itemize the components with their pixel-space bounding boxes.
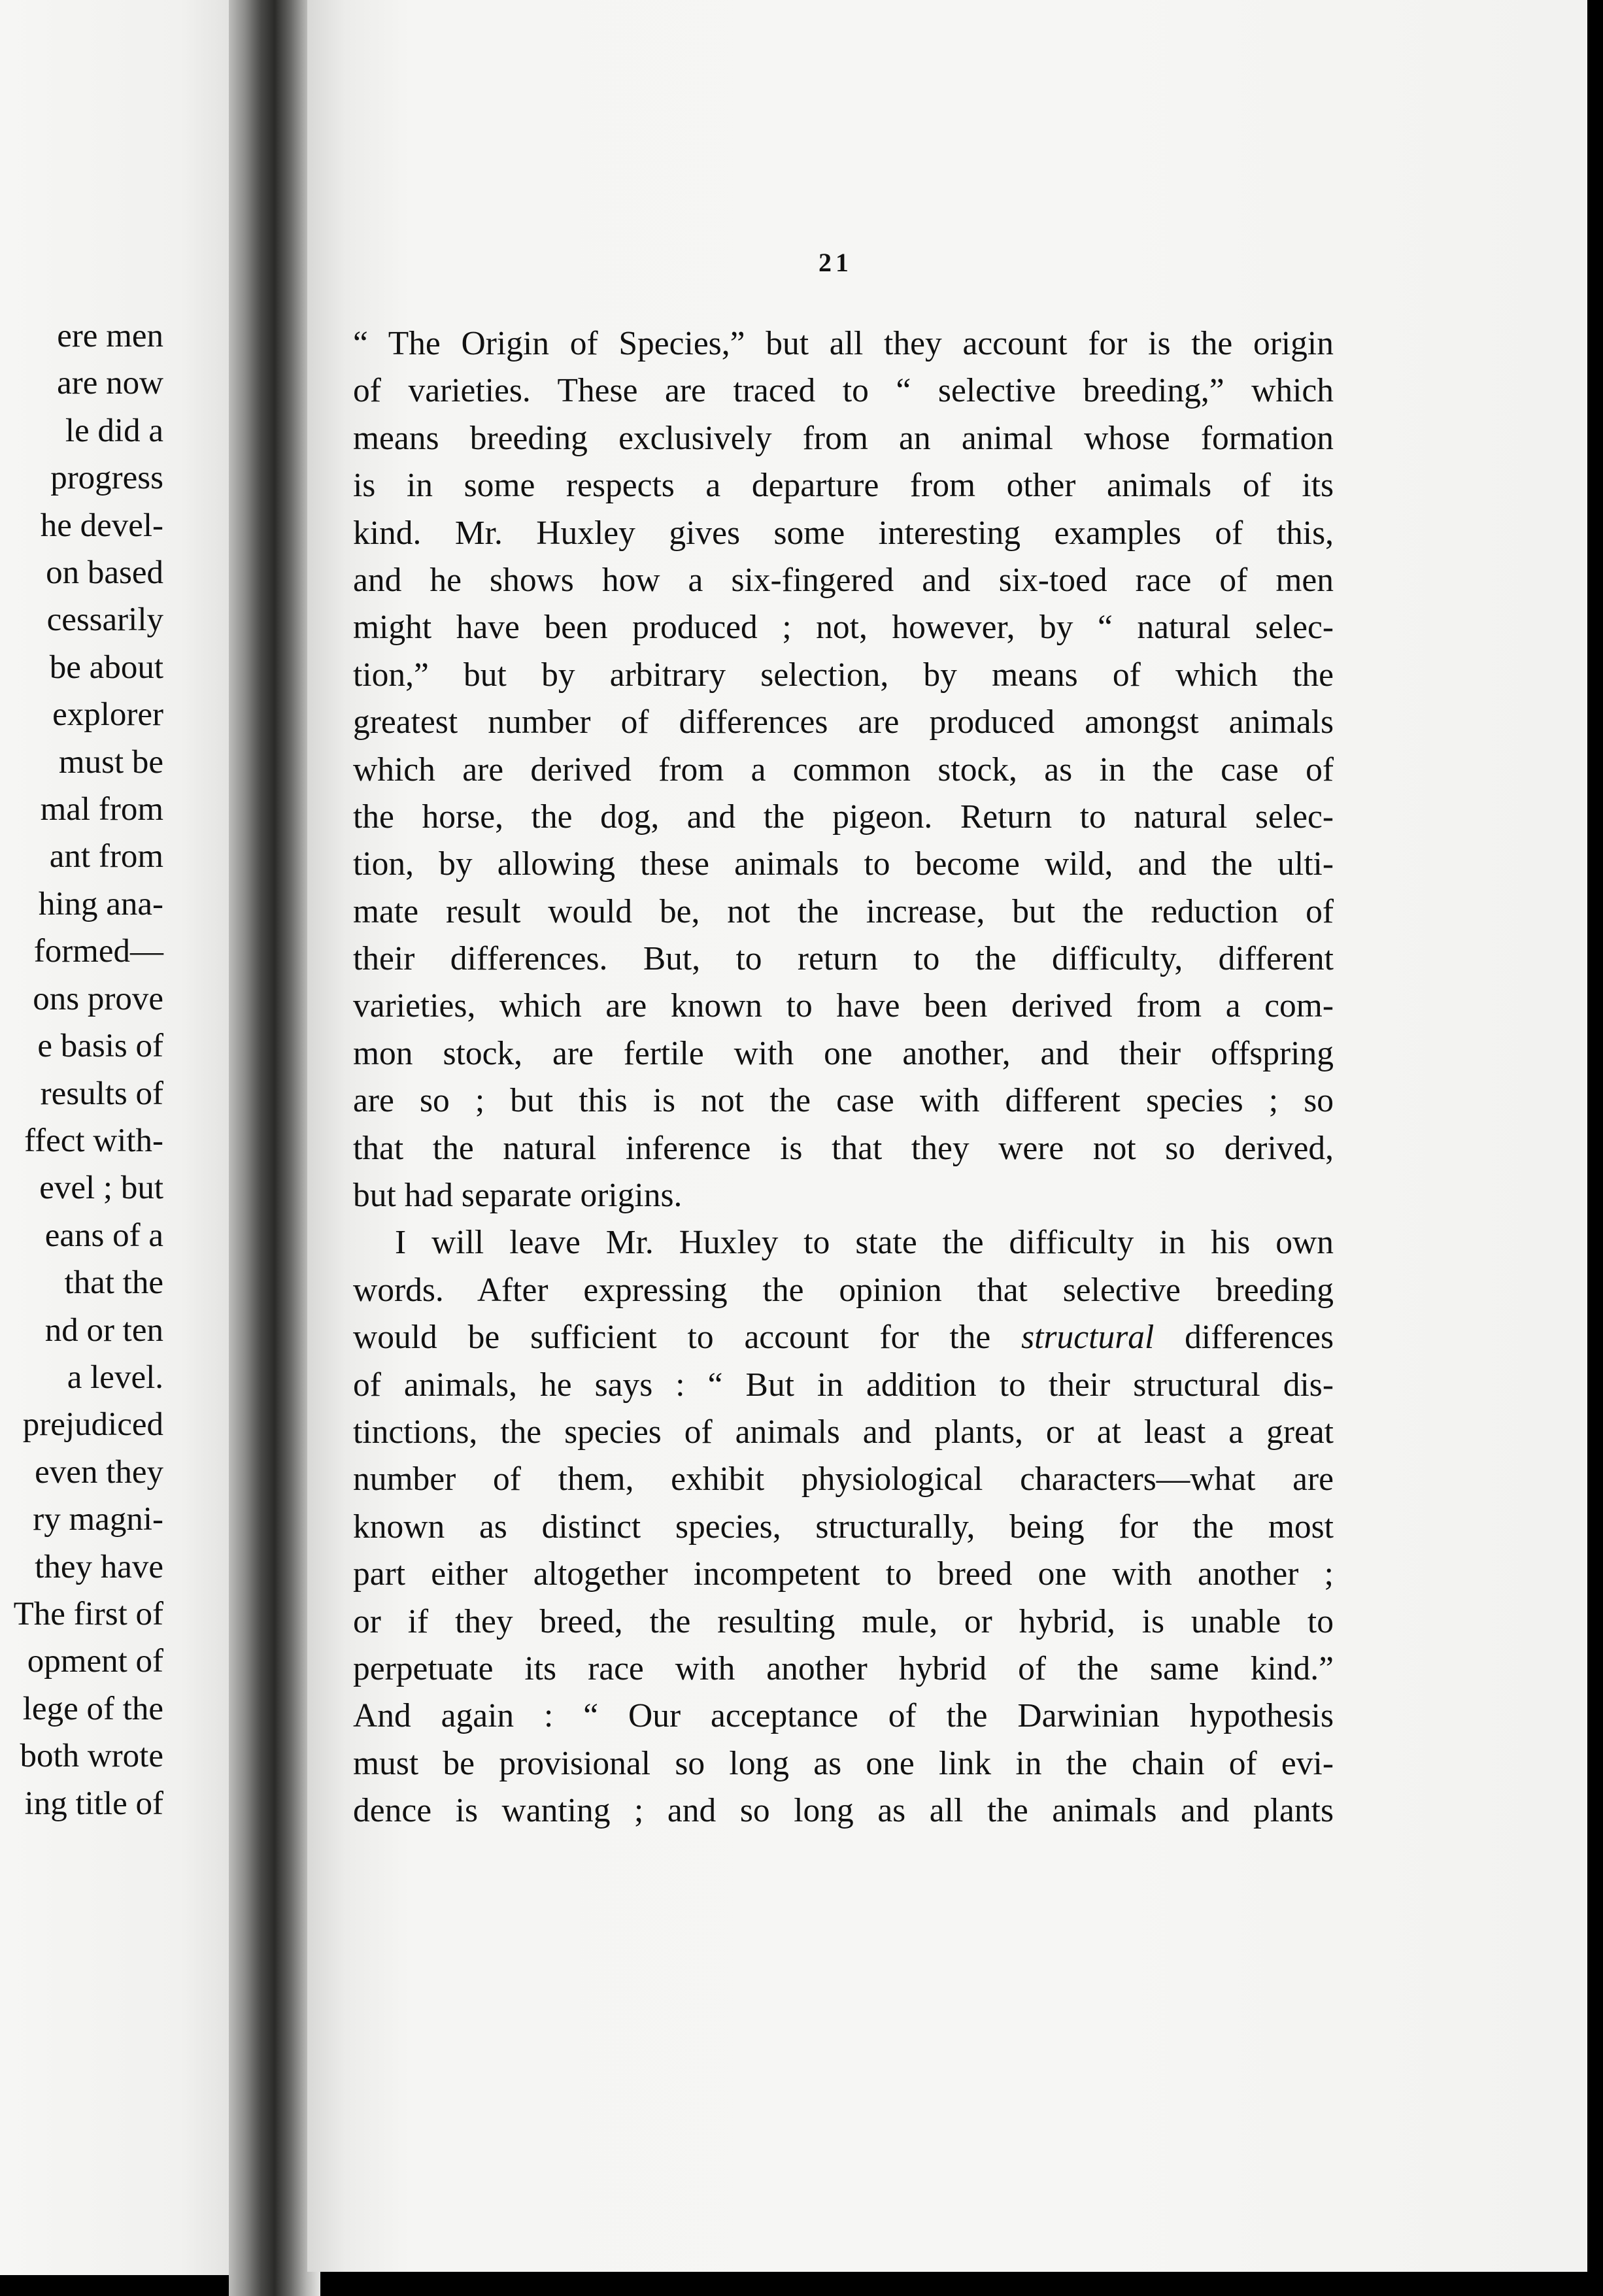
body-line: or if they breed, the resulting mule, or hybrid, is unable to (353, 1602, 1334, 1640)
left-page-line: he devel- (40, 507, 163, 544)
left-page-line: results of (40, 1075, 163, 1112)
left-page-line: nd or ten (44, 1311, 163, 1349)
left-page-line: e basis of (37, 1028, 163, 1065)
body-line: are so ; but this is not the case with different species ; so (353, 1082, 1334, 1120)
left-page-line: eans of a (44, 1217, 163, 1254)
body-line: varieties, which are known to have been derived from a com- (353, 987, 1334, 1025)
italic-emphasis: structural (1021, 1319, 1155, 1357)
body-line: greatest number of differences are produced amongst animals (353, 703, 1334, 741)
left-page-line: ing title of (24, 1785, 163, 1822)
left-page-text (14, 312, 163, 1827)
body-text (353, 320, 1334, 1835)
left-page-line: progress (50, 460, 163, 497)
body-line: mate result would be, not the increase, but the reduction of (353, 892, 1334, 930)
left-page-line: ffect with- (24, 1122, 163, 1159)
body-line: their differences. But, to return to the difficulty, different (353, 940, 1334, 978)
left-page-line: on based (46, 554, 163, 592)
body-line: number of them, exhibit physiological characters—what are (353, 1460, 1334, 1498)
left-page-line: that the (64, 1264, 163, 1302)
left-page-line: be about (49, 649, 163, 686)
body-line: the horse, the dog, and the pigeon. Return to natural selec- (353, 798, 1334, 836)
left-page-line: ry magni- (33, 1501, 163, 1538)
body-line: And again : “ Our acceptance of the Darwinian hypothesis (353, 1697, 1334, 1735)
body-line (353, 1314, 1334, 1361)
body-line: part either altogether incompetent to breed one with another ; (353, 1555, 1334, 1593)
left-page-line: evel ; but (39, 1170, 163, 1207)
body-line-text: would be sufficient to account for the (353, 1319, 1022, 1357)
left-page-line: ere men (57, 318, 163, 354)
body-line: which are derived from a common stock, as in the case of (353, 751, 1334, 788)
page-number: 21 (818, 248, 852, 277)
left-page-line: The first of (13, 1595, 163, 1632)
left-page-line: cessarily (46, 601, 163, 639)
body-line: “ The Origin of Species,” but all they account for is the origin (353, 325, 1334, 362)
body-line: means breeding exclusively from an animal whose formation (353, 419, 1334, 457)
body-line: tinctions, the species of animals and plants, or at least a great (353, 1413, 1334, 1451)
left-page-line: even they (35, 1453, 163, 1491)
body-line: is in some respects a departure from other animals of its (353, 467, 1334, 505)
left-page-line: lege of the (22, 1690, 163, 1727)
body-line: words. After expressing the opinion that selective breeding (353, 1271, 1334, 1309)
left-page-line: must be (58, 743, 163, 781)
left-page-line: both wrote (20, 1738, 163, 1775)
body-line: I will leave Mr. Huxley to state the difficulty in his own (395, 1224, 1334, 1262)
left-page-line: hing ana- (38, 885, 163, 922)
left-page-line: are now (57, 365, 163, 402)
left-page-line: opment of (27, 1643, 163, 1680)
body-line: of animals, he says : “ But in addition to their structural dis- (353, 1366, 1334, 1404)
book-gutter (229, 0, 320, 2296)
body-line: and he shows how a six-fingered and six-toed race of men (353, 561, 1334, 599)
body-line: that the natural inference is that they were not so derived, (353, 1129, 1334, 1167)
body-line: might have been produced ; not, however, by “ natural selec- (353, 609, 1334, 647)
body-line: dence is wanting ; and so long as all the animals and plants (353, 1792, 1334, 1830)
body-line: perpetuate its race with another hybrid of the same kind.” (353, 1649, 1334, 1687)
body-line: tion,” but by arbitrary selection, by means of which the (353, 656, 1334, 694)
left-page-line: they have (35, 1548, 163, 1585)
left-page-line: explorer (52, 696, 163, 734)
body-line: kind. Mr. Huxley gives some interesting examples of this, (353, 514, 1334, 552)
body-line-text: differences (1154, 1319, 1334, 1357)
left-page-line: a level. (67, 1359, 163, 1396)
left-page-line: le did a (65, 412, 163, 449)
left-page-line: prejudiced (22, 1406, 163, 1443)
body-line: known as distinct species, structurally, being for the most (353, 1508, 1334, 1545)
left-page-line: mal from (40, 791, 163, 828)
body-line: tion, by allowing these animals to become wild, and the ulti- (353, 845, 1334, 883)
body-line: must be provisional so long as one link in the chain of evi- (353, 1744, 1334, 1782)
left-page (0, 0, 258, 2275)
left-page-line: formed— (33, 933, 163, 970)
body-line: but had separate origins. (353, 1177, 683, 1215)
left-page-line: ons prove (33, 980, 163, 1017)
body-line: of varieties. These are traced to “ selective breeding,” which (353, 372, 1334, 410)
body-line: mon stock, are fertile with one another, and their offspring (353, 1034, 1334, 1072)
left-page-line: ant from (49, 838, 163, 875)
